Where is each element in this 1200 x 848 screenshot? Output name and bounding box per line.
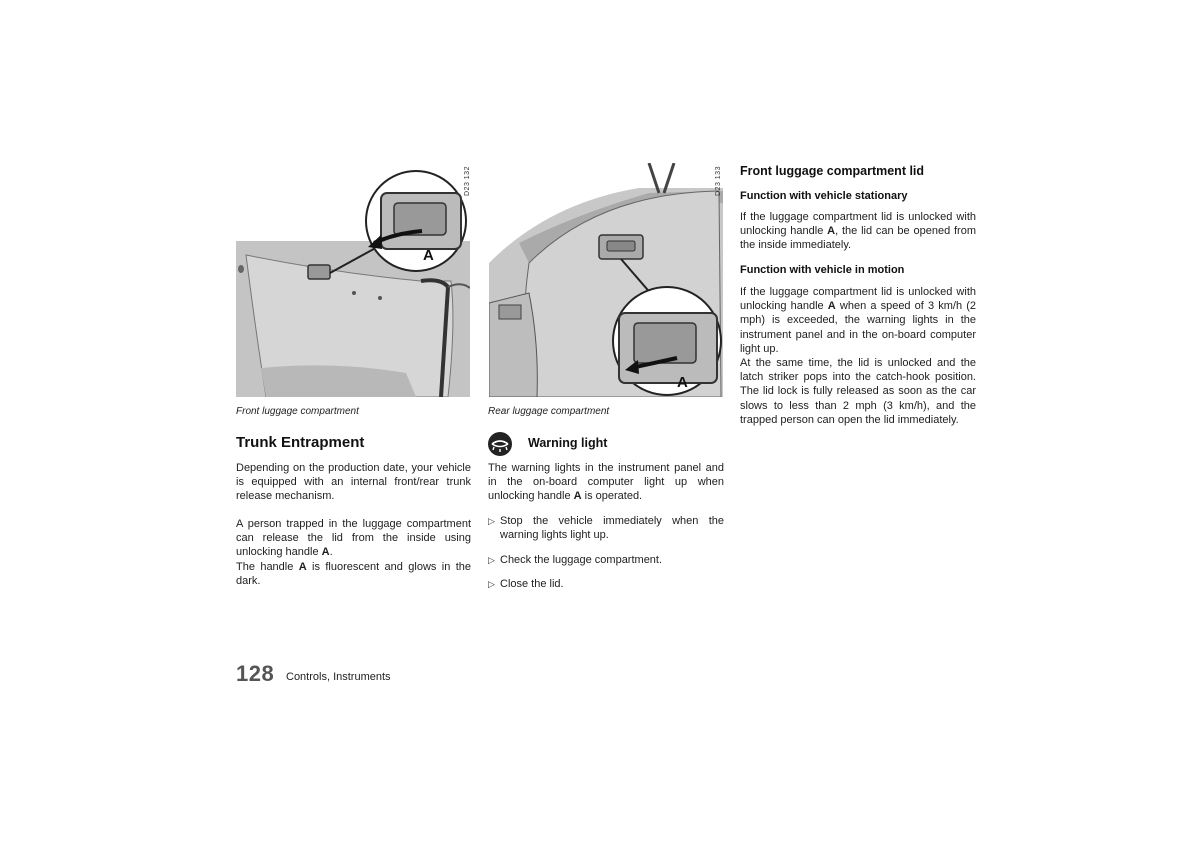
warning-light-heading: Warning light [528,436,608,450]
page-number: 128 [236,661,275,686]
trunk-entrapment-heading: Trunk Entrapment [236,434,365,451]
warning-step-1: ▷ Stop the vehicle immediately when the warning lights light up. [488,515,724,542]
front-lid-heading: Front luggage compartment lid [740,164,925,178]
section-label: Controls, Instruments [286,671,391,683]
trunk-warning-icon [488,432,512,456]
motion-text: If the luggage compartment lid is unlocked with unlocking handle A when a speed of 3 km/h (2 mph) is exceeded, the warning lights in the instrument panel and in the on-board computer light up. At the same time, the lid is unlocked and the latch striker pops into the catch-hook position. The lid lock is fully released as soon as the car slows to less than 2 mph (3 km/h), and the trapped person can open the lid immediately. [740,286,977,426]
bullet-triangle-icon: ▷ [488,516,495,526]
rear-figure-code: D23 133 [715,166,722,196]
front-figure-code: D23 132 [464,166,471,196]
trunk-entrapment-intro: Depending on the production date, your vehicle is equipped with an internal front/rear trunk release mechanism. [236,462,471,503]
warning-light-text: The warning lights in the instrument panel and in the on-board computer light up when unlocking handle A is operated. [488,462,724,503]
stationary-text: If the luggage compartment lid is unlocked with unlocking handle A, the lid can be opened from the inside immediately. [740,211,976,252]
front-compartment-illustration [236,163,470,397]
front-callout-label: A [423,247,434,264]
front-figure-caption: Front luggage compartment [236,406,359,417]
stationary-subheading: Function with vehicle stationary [740,190,908,202]
rear-figure-caption: Rear luggage compartment [488,406,610,417]
rear-compartment-illustration [489,163,723,397]
bullet-triangle-icon: ▷ [488,555,495,565]
rear-callout-label: A [677,374,688,391]
motion-subheading: Function with vehicle in motion [740,264,905,276]
warning-step-2: ▷ Check the luggage compartment. [488,554,663,566]
bullet-triangle-icon: ▷ [488,579,495,589]
warning-step-3: ▷ Close the lid. [488,578,564,590]
trunk-entrapment-release-text: A person trapped in the luggage compartment can release the lid from the inside using unlocking handle A. The handle A is fluorescent and glows in the dark. [236,518,471,587]
